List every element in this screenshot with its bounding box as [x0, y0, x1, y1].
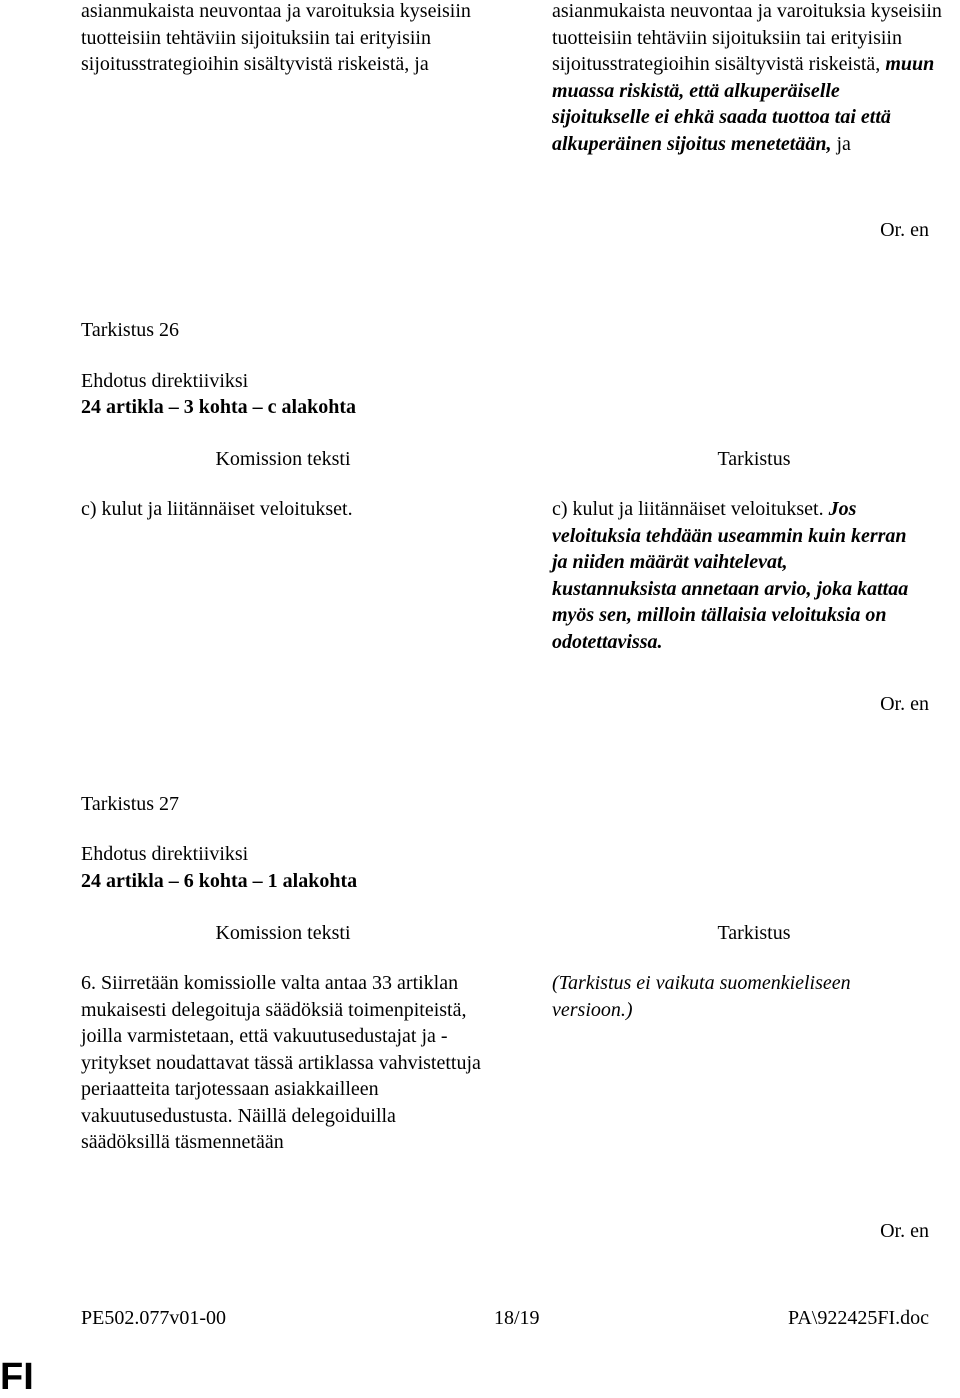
top-right-plain: asianmukaista neuvontaa ja varoituksia kyseisiin tuotteisiin tehtäviin sijoituksiin tai erityisiin sijoitusstrategioihin sisältyvistä riskeistä, [552, 0, 942, 75]
original-language-label: Or. en [880, 219, 929, 241]
commission-text: c) kulut ja liitännäiset veloitukset. [81, 498, 353, 520]
amendment-title: Tarkistus 27 [81, 793, 180, 815]
language-code: FI [0, 1356, 34, 1398]
top-right-bold: muun muassa riskistä, että alkuperäiselle sijoitukselle ei ehkä saada tuottoa tai että alkuperäinen sijoitus menetetään, [552, 53, 935, 155]
amendment-text-plain: c) kulut ja liitännäiset veloitukset. [552, 498, 824, 520]
commission-text-header: Komission teksti [215, 448, 351, 470]
article-reference: 24 artikla – 3 kohta – c alakohta [81, 396, 357, 418]
original-language-label: Or. en [880, 1220, 929, 1242]
amendment-title: Tarkistus 26 [81, 319, 180, 341]
article-reference: 24 artikla – 6 kohta – 1 alakohta [81, 870, 358, 892]
footer-page-number: 18/19 [494, 1307, 540, 1329]
top-right-text [552, 0, 942, 157]
top-right-end: ja [836, 132, 851, 155]
amendment-header: Tarkistus [717, 448, 791, 470]
commission-text: 6. Siirretään komissiolle valta antaa 33 artiklan mukaisesti delegoituja säädöksiä toimenpiteistä, joilla varmistetaan, että vakuutusedustajat ja -yritykset noudattavat tässä artiklassa vahvistettuja periaatteita tarjotessaan asiakkailleen vakuutusedustusta. Näillä delegoiduilla säädöksillä täsmennetään [81, 972, 481, 1153]
commission-text-header: Komission teksti [215, 922, 351, 944]
amendment-text: (Tarkistus ei vaikuta suomenkieliseen versioon.) [552, 972, 851, 1021]
proposal-label: Ehdotus direktiiviksi [81, 370, 249, 392]
top-left-text: asianmukaista neuvontaa ja varoituksia kyseisiin tuotteisiin tehtäviin sijoituksiin tai erityisiin sijoitusstrategioihin sisältyvistä riskeistä, ja [81, 0, 471, 75]
amendment-header: Tarkistus [717, 922, 791, 944]
amendment-text-bold: Jos veloituksia tehdään useammin kuin kerran ja niiden määrät vaihtelevat, kustannuksista annetaan arvio, joka kattaa myös sen, milloin tällaisia veloituksia on odotettavissa. [552, 498, 909, 653]
footer-file-name: PA\922425FI.doc [788, 1307, 929, 1329]
original-language-label: Or. en [880, 693, 929, 715]
amendment-text [552, 496, 912, 655]
proposal-label: Ehdotus direktiiviksi [81, 843, 249, 865]
footer-document-number: PE502.077v01-00 [81, 1307, 226, 1329]
